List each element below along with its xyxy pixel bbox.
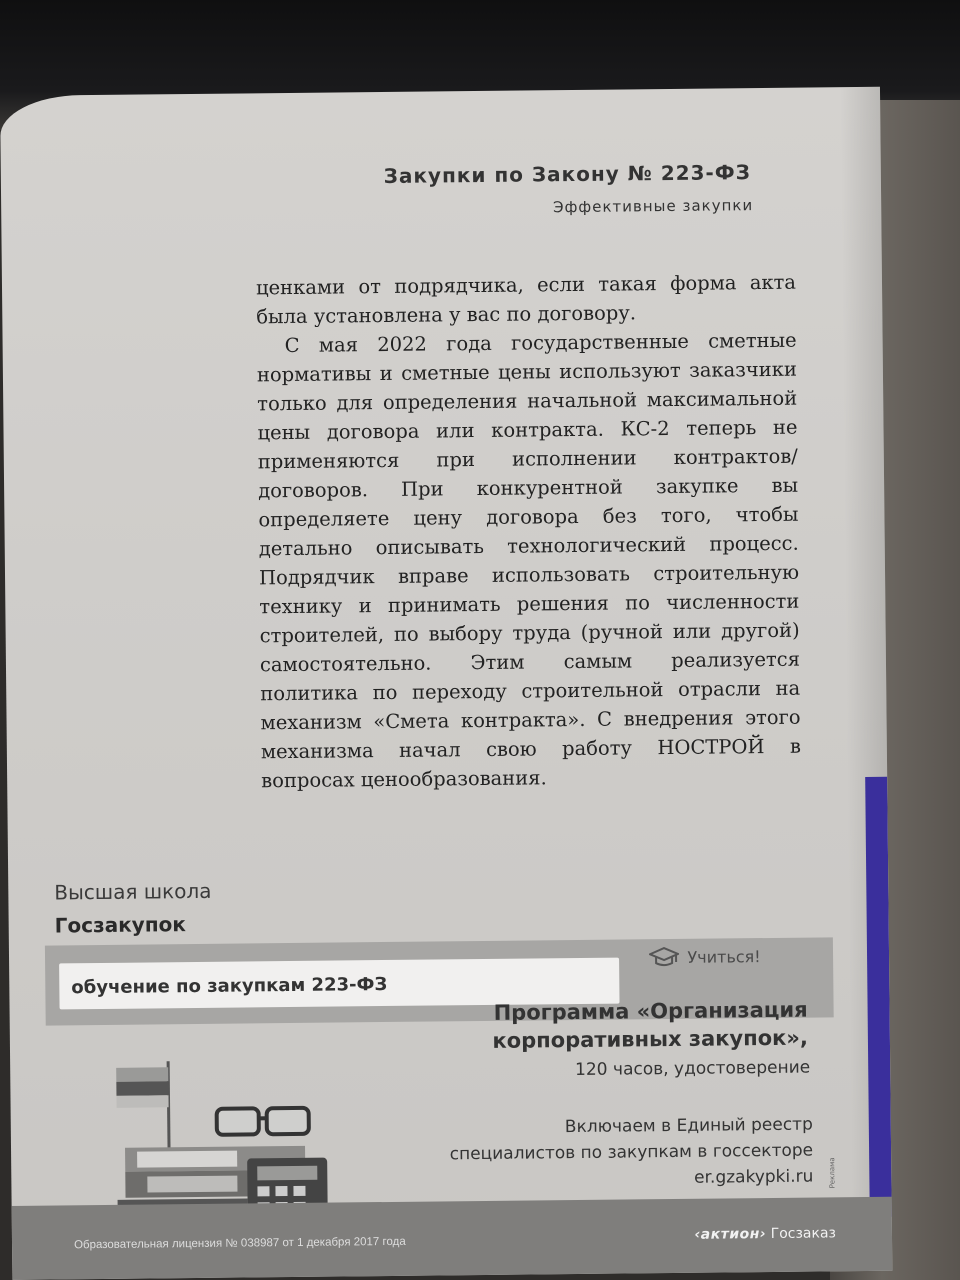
ad-mark: Реклама <box>828 1157 837 1189</box>
school-name: Высшая школа <box>54 878 212 905</box>
learn-button[interactable] <box>631 936 779 978</box>
accent-strip <box>865 777 892 1217</box>
search-query: обучение по закупкам 223‑ФЗ <box>71 973 388 999</box>
program-title-line: корпоративных закупок», <box>492 1025 809 1053</box>
glasses-icon <box>217 1108 309 1135</box>
paragraph: ценками от подрядчика, если такая форма акта была установлена у вас по договору. <box>255 270 797 329</box>
registry-line: специалистов по закупкам в госсекторе <box>449 1140 814 1165</box>
graduation-cap-icon <box>649 946 679 968</box>
brand-sub: Госзаказ <box>770 1225 837 1242</box>
registry-line: Включаем в Единый реестр <box>564 1114 813 1138</box>
program-title-line: Программа «Организация <box>493 997 808 1025</box>
registry-url[interactable]: er.gzakypki.ru <box>694 1166 814 1188</box>
article-body <box>256 268 801 796</box>
registry-info <box>449 1112 813 1194</box>
program-title <box>492 996 808 1055</box>
program-hours: 120 часов, удостоверение <box>575 1057 811 1081</box>
flag-icon <box>116 1061 169 1150</box>
learn-button-label: Учиться! <box>687 946 761 967</box>
brand-logo <box>694 1225 836 1242</box>
page-title: Закупки по Закону № 223‑ФЗ <box>383 160 751 188</box>
brand-main: ‹актион› <box>694 1226 767 1243</box>
license-text: Образовательная лицензия № 038987 от 1 декабря 2017 года <box>73 1235 406 1252</box>
magazine-page <box>0 87 892 1280</box>
school-name-bold: Госзакупок <box>54 912 187 938</box>
paragraph: С мая 2022 года государственные сметные нормативы и сметные цены используют заказчики только для определения начальной максимальной цены договора или контракта. КС‑2 теперь не применяются при исполнении контрактов/договоров. При конкурентной закупке вы определяете цену договора без того, чтобы детально описывать технологический процесс. Подрядчик вправе использовать строительную технику и принимать решения по численности строителей, по выбору труда (ручной или другой) самостоятельно. Этим самым реализуется политика по переходу строительной отрасли на механизм «Смета контракта». С внедрения этого механизма начал свою работу НОСТРОЙ в вопросах ценообразования. <box>256 328 801 793</box>
page-section: Эффективные закупки <box>552 196 754 217</box>
